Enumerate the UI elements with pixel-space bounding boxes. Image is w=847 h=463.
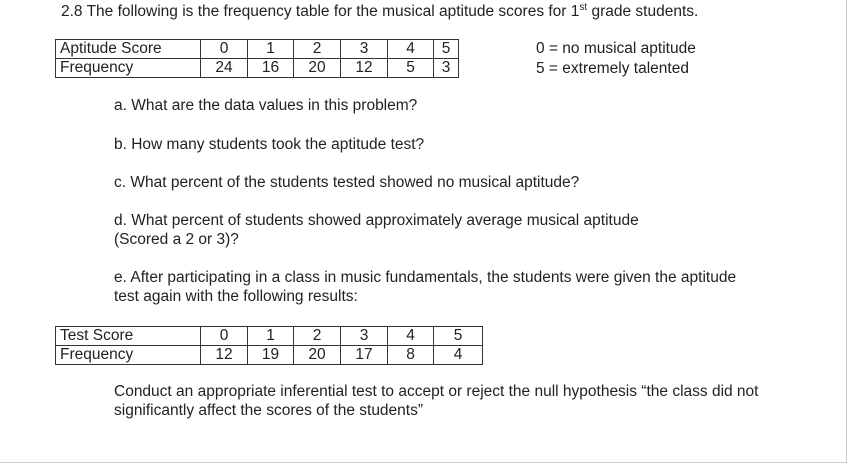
row-label: Frequency [56, 59, 201, 78]
frequency-row [56, 59, 459, 78]
score-cell: 2 [294, 327, 341, 346]
score-cell: 3 [341, 327, 388, 346]
legend-high: 5 = extremely talented [536, 60, 689, 77]
frequency-cell: 12 [201, 346, 248, 365]
question-e-line2: test again with the following results: [114, 288, 358, 305]
title-text: 2.8 The following is the frequency table for the musical aptitude scores for 1 [61, 3, 580, 20]
question-d-line1: d. What percent of students showed approximately average musical aptitude [114, 212, 639, 229]
row-label: Aptitude Score [56, 40, 201, 59]
frequency-cell: 3 [434, 59, 459, 78]
score-row [56, 40, 459, 59]
title-superscript: st [579, 2, 588, 13]
frequency-cell: 24 [201, 59, 248, 78]
frequency-cell: 17 [341, 346, 388, 365]
frequency-row [56, 346, 483, 365]
frequency-cell: 19 [248, 346, 294, 365]
score-cell: 1 [248, 327, 294, 346]
frequency-cell: 20 [294, 346, 341, 365]
score-cell: 5 [434, 327, 483, 346]
score-row [56, 327, 483, 346]
question-b: b. How many students took the aptitude test? [114, 136, 425, 153]
frequency-cell: 8 [388, 346, 434, 365]
question-d-line2: (Scored a 2 or 3)? [114, 231, 239, 248]
score-cell: 0 [201, 40, 248, 59]
title-text-end: grade students. [587, 3, 699, 20]
score-cell: 0 [201, 327, 248, 346]
frequency-cell: 4 [434, 346, 483, 365]
score-cell: 4 [388, 40, 434, 59]
score-cell: 3 [341, 40, 388, 59]
frequency-cell: 12 [341, 59, 388, 78]
question-a: a. What are the data values in this problem? [114, 97, 418, 114]
score-cell: 1 [248, 40, 294, 59]
row-label: Test Score [56, 327, 201, 346]
problem-title [61, 3, 698, 21]
row-label: Frequency [56, 346, 201, 365]
frequency-cell: 5 [388, 59, 434, 78]
question-e-line1: e. After participating in a class in music fundamentals, the students were given the aptitude [114, 269, 737, 286]
conclusion-line1: Conduct an appropriate inferential test to accept or reject the null hypothesis “the class did not [114, 383, 759, 400]
legend-low: 0 = no musical aptitude [536, 40, 696, 57]
question-c: c. What percent of the students tested showed no musical aptitude? [114, 174, 580, 191]
test-score-frequency-table [55, 326, 483, 365]
score-cell: 2 [294, 40, 341, 59]
score-cell: 4 [388, 327, 434, 346]
frequency-cell: 20 [294, 59, 341, 78]
aptitude-frequency-table [55, 39, 459, 78]
score-cell: 5 [434, 40, 459, 59]
conclusion-line2: significantly affect the scores of the students” [114, 402, 424, 419]
frequency-cell: 16 [248, 59, 294, 78]
